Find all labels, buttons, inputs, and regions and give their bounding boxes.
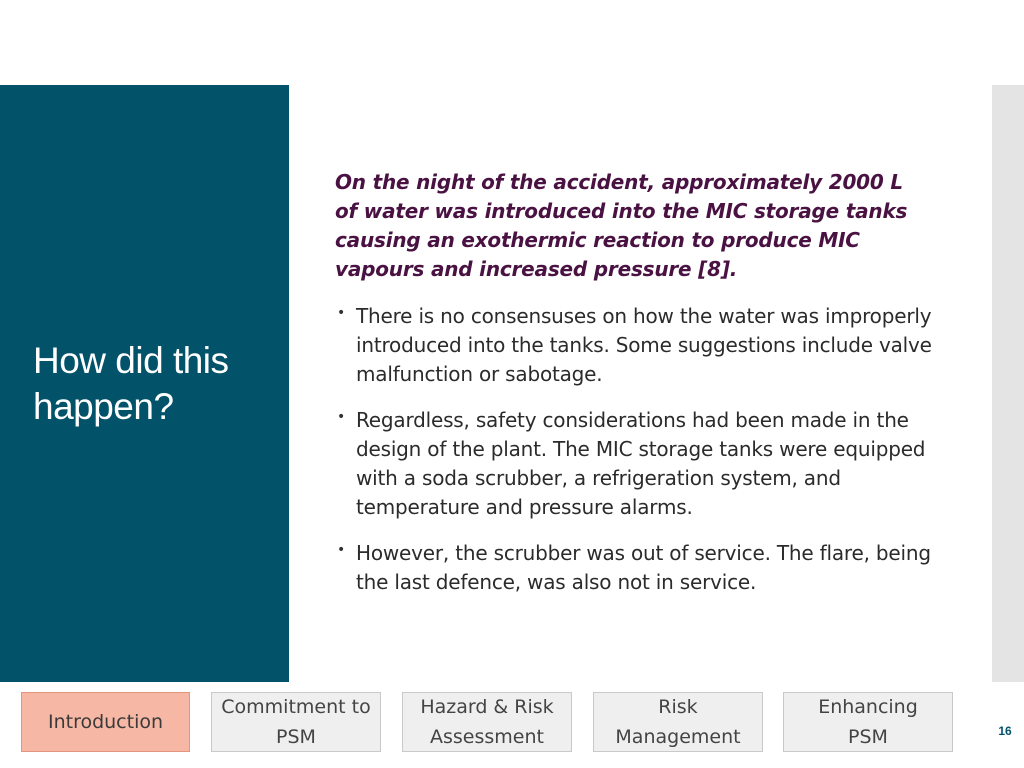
nav-label: Enhancing PSM — [818, 696, 918, 748]
nav-button-risk-management[interactable] — [593, 692, 763, 752]
nav-button-commitment-to-psm[interactable] — [211, 692, 381, 752]
bullet-text: There is no consensuses on how the water was improperly introduced into the tanks. Some suggestions include valve malfunction or sabotage. — [356, 304, 932, 386]
bullet-dot-icon: • — [337, 542, 346, 558]
bullet-item — [335, 539, 935, 597]
bullet-list — [335, 302, 935, 597]
right-scroll-strip — [992, 85, 1024, 682]
slide-content — [335, 168, 935, 614]
bullet-dot-icon: • — [337, 409, 346, 425]
lead-paragraph: On the night of the accident, approximately 2000 L of water was introduced into the MIC storage tanks causing an exothermic reaction to produce MIC vapours and increased pressure [8]. — [335, 170, 908, 281]
nav-label: Introduction — [47, 711, 164, 733]
bullet-item — [335, 406, 935, 522]
nav-label: Hazard & Risk Assessment — [420, 696, 554, 748]
nav-button-introduction[interactable] — [21, 692, 190, 752]
nav-button-hazard-risk-assessment[interactable] — [402, 692, 572, 752]
nav-button-enhancing-psm[interactable] — [783, 692, 953, 752]
bullet-text: However, the scrubber was out of service. The flare, being the last defence, was also not in service. — [356, 541, 931, 594]
bullet-text: Regardless, safety considerations had been made in the design of the plant. The MIC storage tanks were equipped with a soda scrubber, a refrigeration system, and temperature and pressure alarms. — [356, 408, 926, 519]
bullet-dot-icon: • — [337, 305, 346, 321]
nav-label: Risk Management — [615, 696, 741, 748]
page-number: 16 — [998, 724, 1012, 738]
nav-label: Commitment to PSM — [221, 696, 371, 748]
slide-title: How did this happen? — [33, 340, 229, 427]
bullet-item — [335, 302, 935, 389]
